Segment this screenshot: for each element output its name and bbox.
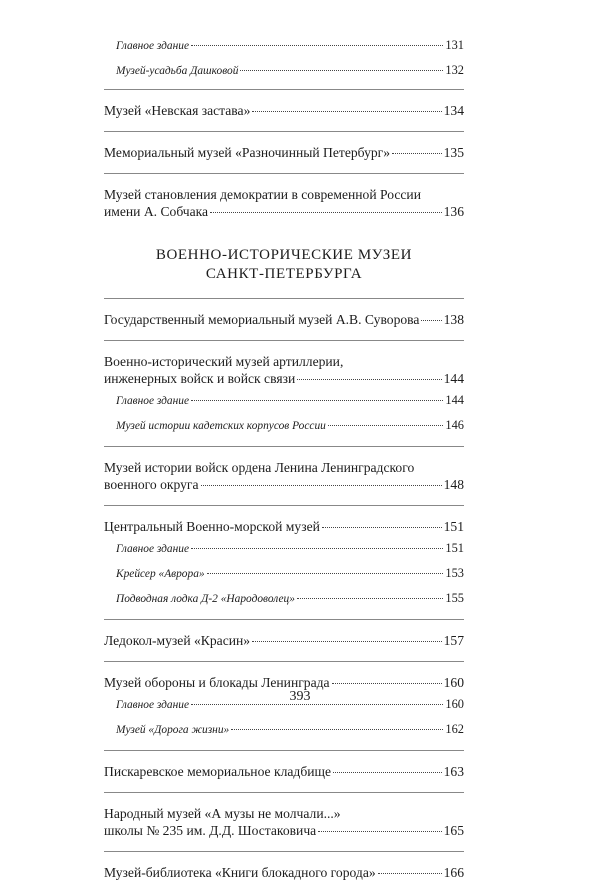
entry-title: Музей обороны и блокады Ленинграда (104, 675, 330, 690)
entry-page: 144 (443, 371, 464, 386)
dot-leader (210, 212, 442, 213)
divider (104, 340, 464, 341)
entry-page: 166 (443, 865, 464, 880)
toc-entry[interactable] (104, 186, 464, 220)
subentry-title: Музей истории кадетских корпусов России (116, 420, 326, 432)
divider (104, 792, 464, 793)
subentry-title: Музей-усадьба Дашковой (116, 65, 239, 77)
subentry-title: Главное здание (116, 395, 190, 407)
entry-title: военного округа (104, 477, 199, 492)
entry-title: Музей-библиотека «Книги блокадного города» (104, 865, 376, 880)
subentry-title: Музей «Дорога жизни» (116, 724, 230, 736)
divider (104, 619, 464, 620)
section-heading (104, 246, 464, 284)
toc-entry[interactable] (104, 674, 464, 738)
dot-leader (421, 320, 441, 321)
subentry-group (104, 541, 464, 607)
divider (104, 446, 464, 447)
dot-leader (231, 729, 443, 730)
entry-page: 157 (443, 633, 464, 648)
toc-entry[interactable] (104, 459, 464, 493)
dot-leader (378, 873, 442, 874)
entry-title-line: Военно-исторический музей артиллерии, (104, 354, 344, 369)
divider (104, 661, 464, 662)
divider (104, 851, 464, 852)
subentry-page: 162 (445, 722, 464, 736)
entry-title: школы № 235 им. Д.Д. Шостаковича (104, 823, 317, 838)
entry-page: 135 (443, 145, 464, 160)
dot-leader (332, 683, 442, 684)
subentry-group (104, 393, 464, 434)
dot-leader (252, 641, 442, 642)
toc-entry[interactable] (104, 632, 464, 649)
entry-title: инженерных войск и войск связи (104, 371, 296, 386)
toc-entry[interactable] (104, 144, 464, 161)
subentry-group (104, 38, 464, 79)
toc-entry[interactable] (104, 864, 464, 881)
subentry-page: 132 (445, 63, 464, 77)
subentry-title: Главное здание (116, 543, 190, 555)
entry-title: Пискаревское мемориальное кладбище (104, 764, 332, 779)
entry-page: 165 (443, 823, 464, 838)
subentry-page: 131 (445, 38, 464, 52)
toc-subentry[interactable] (104, 418, 464, 434)
toc-subentry[interactable] (104, 591, 464, 607)
entry-title-line: Народный музей «А музы не молчали...» (104, 806, 341, 821)
table-of-contents (104, 38, 464, 893)
toc-subentry[interactable] (104, 393, 464, 409)
toc-entry[interactable] (104, 311, 464, 328)
divider (104, 505, 464, 506)
entry-title: Государственный мемориальный музей А.В. Суворова (104, 312, 420, 327)
subentry-page: 151 (445, 541, 464, 555)
subentry-page: 146 (445, 418, 464, 432)
toc-entry[interactable] (104, 353, 464, 434)
dot-leader (207, 573, 444, 574)
toc-subentry[interactable] (104, 566, 464, 582)
entry-page: 151 (443, 519, 464, 534)
dot-leader (297, 379, 441, 380)
subentry-title: Подводная лодка Д-2 «Народоволец» (116, 593, 295, 605)
toc-subentry[interactable] (104, 38, 464, 54)
dot-leader (191, 548, 443, 549)
entry-page: 163 (443, 764, 464, 779)
toc-subentry[interactable] (104, 541, 464, 557)
page-number: 393 (289, 689, 311, 704)
subentry-page: 144 (445, 393, 464, 407)
subentry-title: Главное здание (116, 699, 190, 711)
dot-leader (318, 831, 441, 832)
dot-leader (392, 153, 442, 154)
divider (104, 298, 464, 299)
section-heading-line: САНКТ-ПЕТЕРБУРГА (205, 266, 363, 282)
entry-page: 134 (443, 103, 464, 118)
dot-leader (333, 772, 442, 773)
entry-title-line: Музей становления демократии в современной России (104, 187, 421, 202)
entry-title: имени А. Собчака (104, 204, 209, 219)
dot-leader (322, 527, 442, 528)
divider (104, 131, 464, 132)
dot-leader (252, 111, 441, 112)
subentry-page: 155 (445, 591, 464, 605)
entry-title: Ледокол-музей «Красин» (104, 633, 251, 648)
toc-subentry[interactable] (104, 63, 464, 79)
toc-entry[interactable] (104, 518, 464, 607)
toc-subentry[interactable] (104, 722, 464, 738)
divider (104, 89, 464, 90)
entry-title: Мемориальный музей «Разночинный Петербург» (104, 145, 391, 160)
section-heading-line: ВОЕННО-ИСТОРИЧЕСКИЕ МУЗЕИ (155, 247, 413, 263)
subentry-title: Главное здание (116, 40, 190, 52)
subentry-title: Крейсер «Аврора» (116, 568, 205, 580)
toc-entry[interactable] (104, 805, 464, 839)
dot-leader (240, 70, 443, 71)
divider (104, 750, 464, 751)
entry-page: 138 (443, 312, 464, 327)
entry-page: 148 (443, 477, 464, 492)
subentry-page: 160 (445, 697, 464, 711)
toc-entry[interactable] (104, 763, 464, 780)
entry-title: Центральный Военно-морской музей (104, 519, 320, 534)
divider (104, 173, 464, 174)
toc-entry[interactable] (104, 102, 464, 119)
entry-page: 160 (443, 675, 464, 690)
entry-page: 136 (443, 204, 464, 219)
dot-leader (328, 425, 444, 426)
dot-leader (191, 45, 443, 46)
subentry-page: 153 (445, 566, 464, 580)
entry-title: Музей «Невская застава» (104, 103, 251, 118)
entry-title-line: Музей истории войск ордена Ленина Ленинградского (104, 460, 415, 475)
dot-leader (191, 400, 443, 401)
dot-leader (201, 485, 442, 486)
dot-leader (297, 598, 443, 599)
